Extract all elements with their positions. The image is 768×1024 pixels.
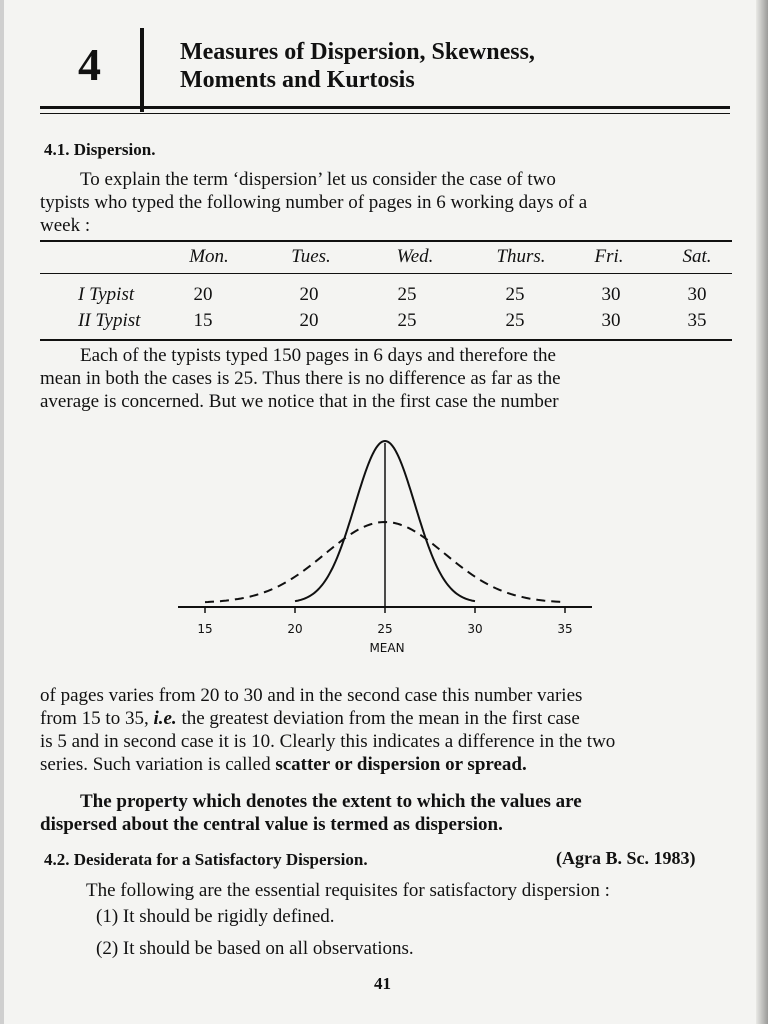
mean-paragraph — [40, 344, 732, 413]
table-cell: 20 — [299, 284, 319, 305]
mean-line-2: mean in both the cases is 25. Thus there is no difference as far as the — [40, 368, 561, 389]
table-header-sat: Sat. — [682, 246, 712, 267]
x-axis-label: MEAN — [369, 641, 405, 655]
mean-line-3: average is concerned. But we notice that in the first case the number — [40, 391, 559, 412]
table-cell: 15 — [193, 310, 213, 331]
dispersion-curves-chart — [170, 430, 600, 660]
page-edge-left — [0, 0, 4, 1024]
variation-line-1: of pages varies from 20 to 30 and in the second case this number varies — [40, 685, 583, 706]
definition-paragraph — [40, 790, 732, 836]
chapter-number: 4 — [78, 39, 101, 90]
table-cell: 30 — [687, 284, 707, 305]
variation-line-3: is 5 and in second case it is 10. Clearly this indicates a difference in the two — [40, 731, 616, 752]
table-rule-bottom — [40, 339, 732, 341]
table-header-fri: Fri. — [594, 246, 624, 267]
table-cell: 25 — [397, 284, 417, 305]
definition-line-1: The property which denotes the extent to which the values are — [80, 791, 582, 812]
table-header-wed: Wed. — [396, 246, 434, 267]
page-number: 41 — [374, 974, 391, 993]
table-row-label: I Typist — [78, 284, 135, 305]
x-tick-label: 25 — [377, 622, 393, 636]
chapter-title — [180, 38, 535, 94]
chapter-title-line2: Moments and Kurtosis — [180, 67, 415, 93]
table-cell: 25 — [505, 284, 525, 305]
table-header-thurs: Thurs. — [496, 246, 546, 267]
x-tick-label: 15 — [197, 622, 213, 636]
intro-line-2: typists who typed the following number of pages in 6 working days of a — [40, 192, 588, 213]
table-cell: 30 — [601, 284, 621, 305]
variation-paragraph — [40, 684, 732, 776]
section-heading-4-1: 4.1. Dispersion. — [44, 140, 156, 159]
x-tick-label: 35 — [557, 622, 573, 636]
intro-paragraph — [40, 168, 732, 237]
header-rule-thin — [40, 113, 730, 114]
table-row-label: II Typist — [78, 310, 141, 331]
section-heading-4-2: 4.2. Desiderata for a Satisfactory Dispersion. — [44, 850, 368, 869]
table-rule-mid — [40, 273, 732, 274]
table-rule-top — [40, 240, 732, 242]
definition-line-2: dispersed about the central value is termed as dispersion. — [40, 814, 503, 835]
header-divider — [140, 28, 144, 112]
page-edge-right — [756, 0, 768, 1024]
table-cell: 25 — [505, 310, 525, 331]
table-cell: 30 — [601, 310, 621, 331]
table-header-mon: Mon. — [189, 246, 229, 267]
table-header-tues: Tues. — [291, 246, 331, 267]
table-cell: 20 — [193, 284, 213, 305]
list-item: (1) It should be rigidly defined. — [96, 906, 335, 927]
variation-line-2a: from 15 to 35, — [40, 708, 154, 729]
intro-line-1: To explain the term ‘dispersion’ let us consider the case of two — [80, 169, 556, 190]
x-tick-label: 20 — [287, 622, 303, 636]
intro-line-3: week : — [40, 215, 91, 236]
ie-text: i.e. — [153, 708, 177, 729]
list-item: (2) It should be based on all observations. — [96, 938, 414, 959]
chapter-title-line1: Measures of Dispersion, Skewness, — [180, 39, 535, 65]
variation-line-4a: series. Such variation is called — [40, 754, 276, 775]
table-cell: 35 — [687, 310, 707, 331]
variation-line-2b: the greatest deviation from the mean in the first case — [176, 708, 580, 729]
citation: (Agra B. Sc. 1983) — [556, 848, 696, 868]
table-cell: 20 — [299, 310, 319, 331]
dispersion-terms: scatter or dispersion or spread. — [275, 754, 527, 775]
x-tick-label: 30 — [467, 622, 483, 636]
mean-line-1: Each of the typists typed 150 pages in 6 days and therefore the — [80, 345, 556, 366]
table-cell: 25 — [397, 310, 417, 331]
requisites-intro: The following are the essential requisites for satisfactory dispersion : — [86, 880, 610, 901]
header-rule — [40, 106, 730, 109]
